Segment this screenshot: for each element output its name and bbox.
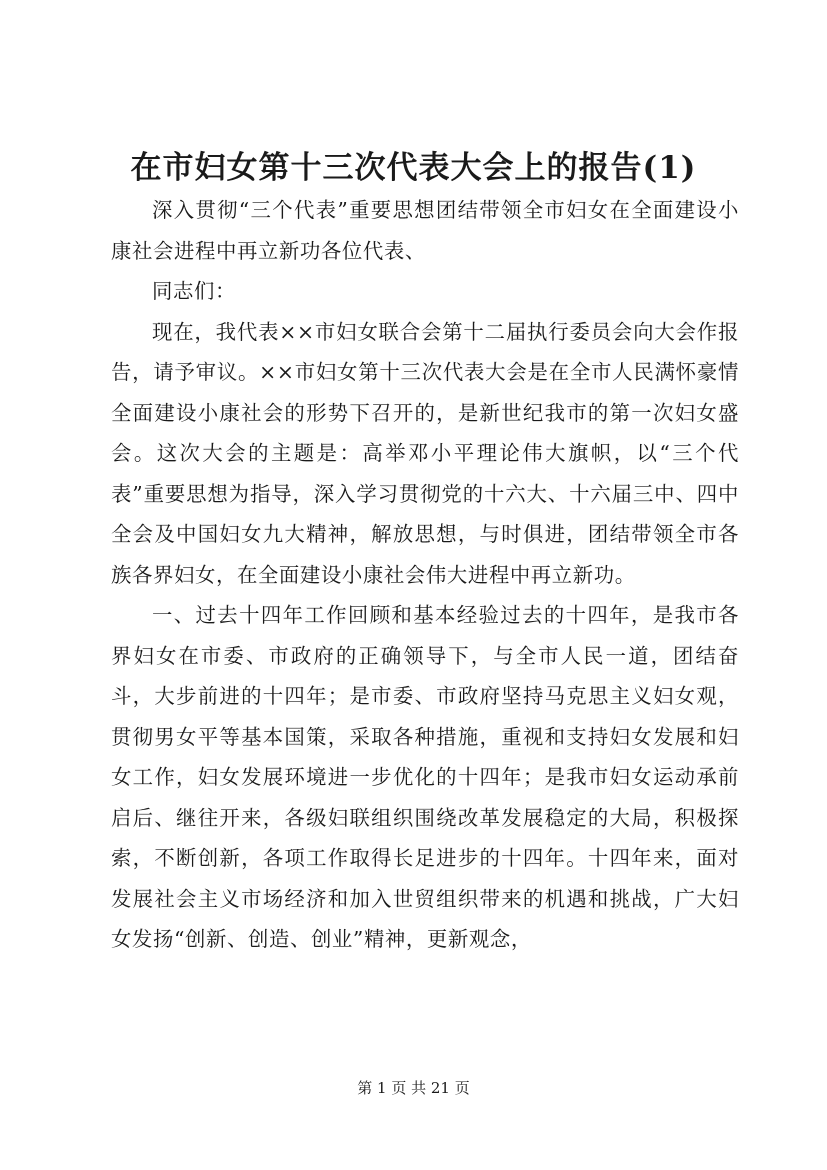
page-number-footer: 第 1 页 共 21 页 (357, 1079, 470, 1097)
paragraph-1: 深入贯彻“三个代表”重要思想团结带领全市妇女在全面建设小康社会进程中再立新功各位代表、 (111, 198, 739, 263)
paragraph-3: 现在，我代表××市妇女联合会第十二届执行委员会向大会作报告，请予审议。××市妇女第十三次代表大会是在全市人民满怀豪情全面建设小康社会的形势下召开的，是新世纪我市的第一次妇女盛会。这次大会的主题是：高举邓小平理论伟大旗帜，以“三个代表”重要思想为指导，深入学习贯彻党的十六大、十六届三中、四中全会及中国妇女九大精神，解放思想，与时俱进，团结带领全市各族各界妇女，在全面建设小康社会伟大进程中再立新功。 (111, 319, 739, 587)
document-body (111, 190, 739, 960)
document-title: 在市妇女第十三次代表大会上的报告(1) (130, 150, 697, 186)
paragraph-4: 一、过去十四年工作回顾和基本经验过去的十四年，是我市各界妇女在市委、市政府的正确领导下，与全市人民一道，团结奋斗，大步前进的十四年；是市委、市政府坚持马克思主义妇女观，贯彻男女平等基本国策，采取各种措施，重视和支持妇女发展和妇女工作，妇女发展环境进一步优化的十四年；是我市妇女运动承前启后、继往开来，各级妇联组织围绕改革发展稳定的大局，积极探索，不断创新，各项工作取得长足进步的十四年。十四年来，面对发展社会主义市场经济和加入世贸组织带来的机遇和挑战，广大妇女发扬“创新、创造、创业”精神，更新观念， (111, 603, 739, 951)
paragraph-2: 同志们： (152, 279, 236, 303)
